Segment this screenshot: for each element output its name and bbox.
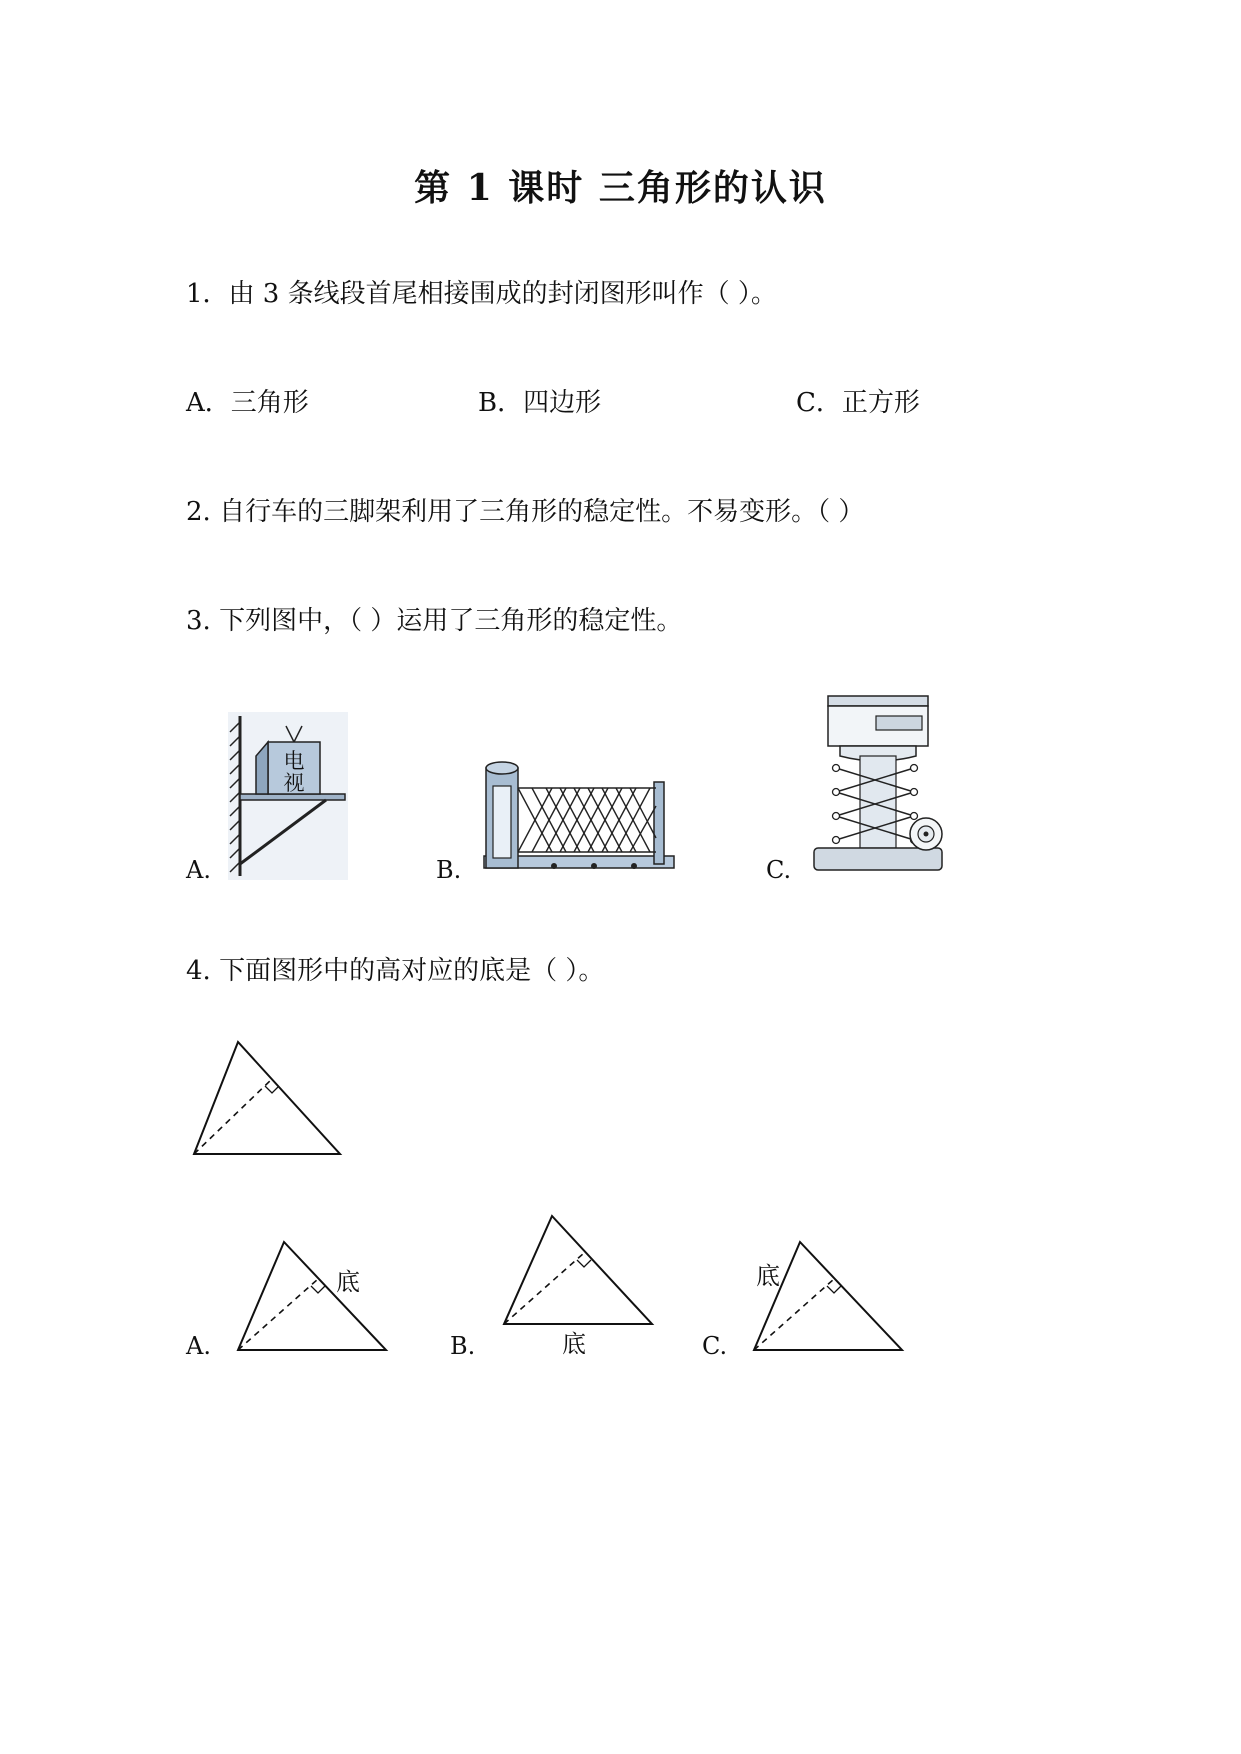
q4-option-a-label[interactable]: A. (186, 1332, 211, 1360)
q1-option-c[interactable]: C．正方形 (796, 388, 920, 418)
q4-option-c-label[interactable]: C. (702, 1332, 728, 1360)
q3-option-b-label[interactable]: B. (436, 856, 462, 884)
question-2-text: 2. 自行车的三脚架利用了三角形的稳定性。不易变形。（ ） (186, 497, 865, 527)
q4-option-b-label[interactable]: B. (450, 1332, 476, 1360)
tv-label-2: 视 (283, 771, 305, 795)
q1-option-b[interactable]: B．四边形 (478, 388, 602, 418)
q4-triangle-a[interactable] (234, 1238, 394, 1358)
retractable-gate-image[interactable] (484, 760, 674, 876)
q4-c-base-label: 底 (756, 1262, 780, 1290)
q1-option-a[interactable]: A．三角形 (186, 388, 309, 418)
tv-label-1: 电 (283, 749, 305, 773)
q3-option-c-label[interactable]: C. (766, 856, 792, 884)
question-3-text: 3. 下列图中，（ ）运用了三角形的稳定性。 (186, 606, 683, 636)
question-1-text: 1．由 3 条线段首尾相接围成的封闭图形叫作（ ）。 (186, 279, 777, 309)
tv-shelf-image[interactable] (228, 712, 348, 880)
page-title: 第 1 课时 三角形的认识 (414, 167, 827, 209)
q4-triangle-b[interactable] (500, 1212, 660, 1332)
q3-option-a-label[interactable]: A. (186, 856, 211, 884)
question-4-text: 4. 下面图形中的高对应的底是（ ）。 (186, 956, 605, 986)
q4-a-base-label: 底 (336, 1268, 360, 1296)
reference-triangle (190, 1040, 350, 1160)
q4-b-base-label: 底 (562, 1330, 586, 1358)
scissor-lift-image[interactable] (810, 694, 946, 876)
